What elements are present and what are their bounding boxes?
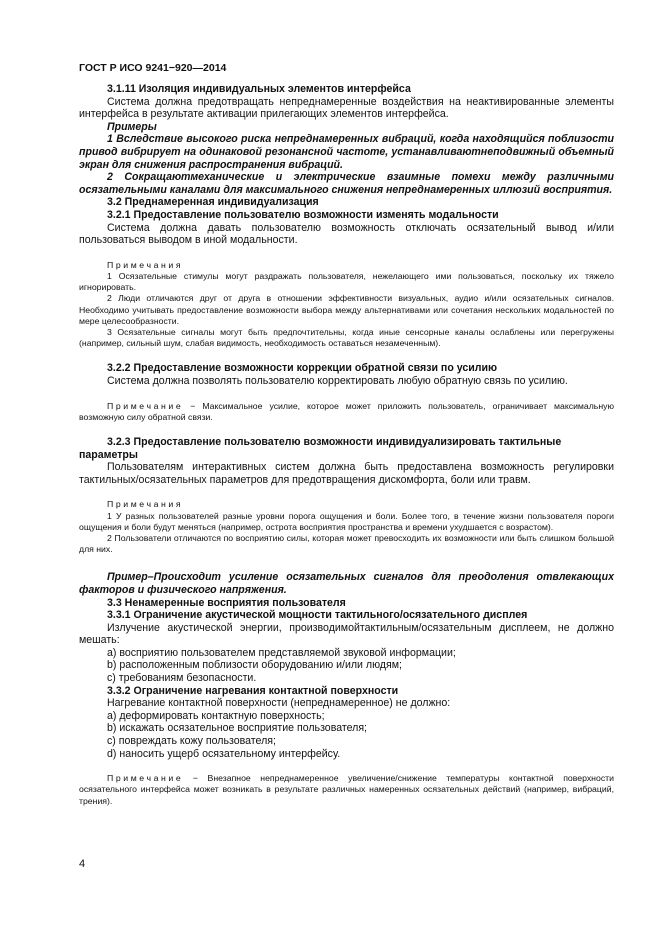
section-3-2-3-text: Пользователям интерактивных систем должна быть предоставлена возможность регулировки тактильных/осязательных параметров для предотвращения дискомфорта, боли или травм. xyxy=(79,461,614,486)
section-3-3-2-text: Нагревание контактной поверхности (непреднамеренное) не должно: xyxy=(107,697,451,710)
section-3-2-1-text: Система должна давать пользователю возможность отключать осязательный вывод и/или пользоваться выводом в иной модальности. xyxy=(79,221,614,247)
section-3-2-3-heading: 3.2.3 Предоставление пользователю возможности индивидуализировать тактильные параметры xyxy=(79,435,562,461)
page-number: 4 xyxy=(79,858,86,870)
note-2: 2 Люди отличаются друг от друга в отношении эффективности визуальных, аудио и/или осязательных сигналов. Необходимо учитывать предоставление возможности выбора между альтернативами или сочетания нескольких модальностей по мере целесообразности. xyxy=(79,293,614,326)
section-3-2-1-heading: 3.2.1 Предоставление пользователю возможности изменять модальности xyxy=(107,208,499,221)
note-3-2-2 xyxy=(79,401,614,423)
section-3-3-2-heading: 3.3.2 Ограничение нагревания контактной поверхности xyxy=(107,684,399,697)
note-text: − Максимальное усилие, которое может приложить пользователь, ограничивает максимальную возможную силу обратной связи. xyxy=(79,400,614,422)
note-text: − Внезапное непреднамеренное увеличение/снижение температуры контактной поверхности осязательного интерфейса может возникать в результате различных намеренных осязательных действий (например, вибраций, трения). xyxy=(79,773,614,806)
section-3-1-11-text: Система должна предотвращать непреднамеренные воздействия на неактивированные элементы интерфейса в результате активации прилегающих элементов интерфейса. xyxy=(79,95,614,121)
standard-header: ГОСТ Р ИСО 9241−920—2014 xyxy=(79,62,227,74)
section-3-1-11-heading: 3.1.11 Изоляция индивидуальных элементов интерфейса xyxy=(107,83,411,95)
note-1: 1 Осязательные стимулы могут раздражать пользователя, нежелающего ими пользоваться, поскольку их тяжело игнорировать. xyxy=(79,270,614,293)
section-3-3-1-text: Излучение акустической энергии, производимойтактильным/осязательным дисплеем, не должно мешать: xyxy=(79,621,614,647)
section-3-2-heading: 3.2 Преднамеренная индивидуализация xyxy=(107,196,319,209)
page-content xyxy=(79,83,614,807)
section-3-2-2-text: Система должна позволять пользователю корректировать любую обратную связь по усилию. xyxy=(107,374,568,387)
example-1: 1 Вследствие высокого риска непреднамеренных вибраций, когда находящийся поблизости привод вибрирует на одинаковой резонансной частоте, устанавливаютнеподвижный объемный экран для снижения распространения вибраций. xyxy=(79,133,614,171)
notes-label: Примечания xyxy=(107,499,184,510)
note-1: 1 У разных пользователей разные уровни порога ощущения и боли. Более того, в течение жизни пользователя пороги ощущения и боли будут меняться (например, острота восприятия пространства и времени ухудшается с возрастом). xyxy=(79,510,614,532)
example-2: 2 Сокращаютмеханические и электрические взаимные помехи между различными осязательными каналами для максимального снижения непреднамеренных иллюзий восприятия. xyxy=(79,171,614,196)
note-2: 2 Пользователи отличаются по восприятию силы, которая может превосходить их возможности или быть слишком большой для них. xyxy=(79,532,614,555)
note-label: Примечание xyxy=(107,400,184,411)
list-item: c) повреждать кожу пользователя; xyxy=(107,735,276,748)
list-item: d) наносить ущерб осязательному интерфейсу. xyxy=(107,747,341,760)
list-item: a) деформировать контактную поверхность; xyxy=(107,709,325,722)
list-item: a) восприятию пользователем представляемой звуковой информации; xyxy=(107,646,456,659)
list-item: b) искажать осязательное восприятие пользователя; xyxy=(107,722,368,735)
section-3-2-2-heading: 3.2.2 Предоставление возможности коррекции обратной связи по усилию xyxy=(107,362,498,375)
note-3: 3 Осязательные сигналы могут быть предпочтительны, когда иные сенсорные каналы ослаблены или перегружены (например, сильный шум, слабая видимость, необходимость оставаться незамеченным). xyxy=(79,326,614,349)
list-item: c) требованиям безопасности. xyxy=(107,672,257,685)
notes-label: Примечания xyxy=(107,259,184,270)
section-3-3-1-heading: 3.3.1 Ограничение акустической мощности тактильного/осязательного дисплея xyxy=(107,609,528,622)
examples-label: Примеры xyxy=(107,120,157,133)
note-label: Примечание xyxy=(107,773,184,784)
list-item: b) расположенным поблизости оборудованию и/или людям; xyxy=(107,659,402,672)
section-3-3-heading: 3.3 Ненамеренные восприятия пользователя xyxy=(107,596,346,609)
note-3-3-2 xyxy=(79,773,614,807)
example-3-2-3: Пример–Происходит усиление осязательных сигналов для преодоления отвлекающих факторов и физического напряжения. xyxy=(79,571,614,596)
